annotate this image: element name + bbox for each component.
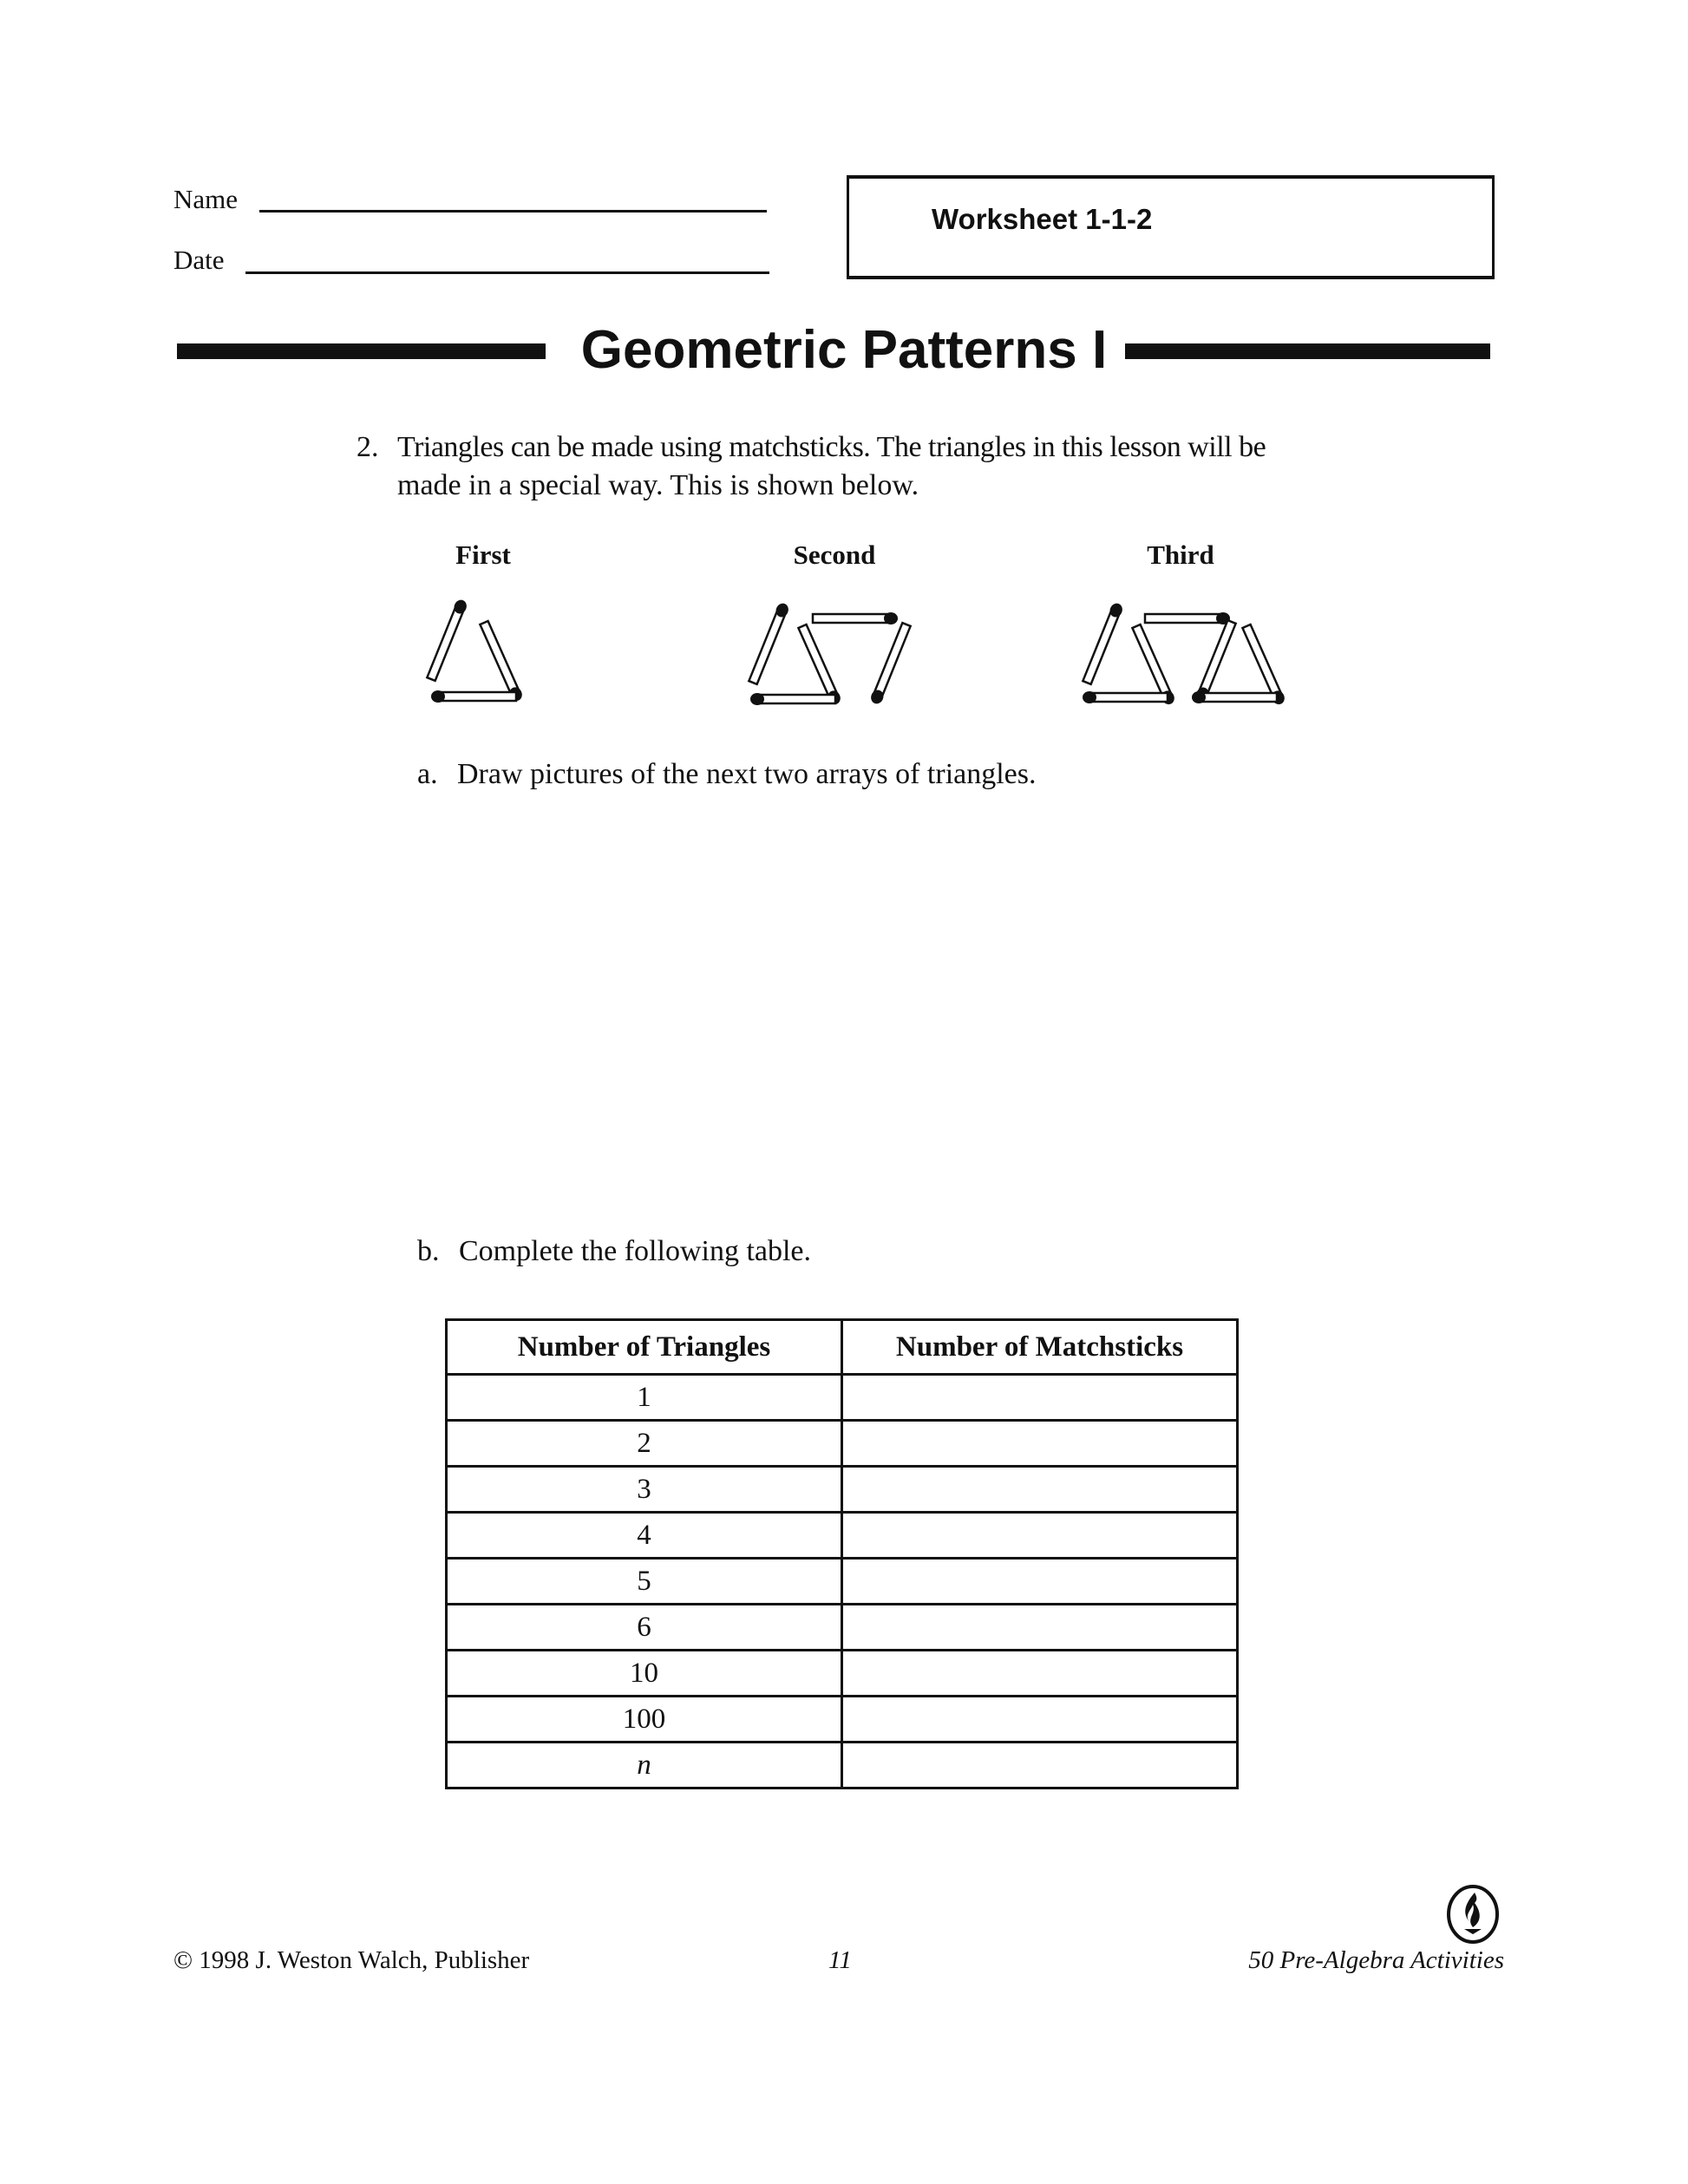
question-number: 2. bbox=[357, 431, 379, 463]
triangles-cell: 100 bbox=[447, 1697, 842, 1743]
matchstick bbox=[1145, 612, 1230, 624]
name-label: Name bbox=[173, 184, 239, 214]
matchstick bbox=[813, 612, 898, 624]
table-row bbox=[447, 1421, 1238, 1467]
matchstick bbox=[431, 690, 516, 703]
part-b-letter: b. bbox=[417, 1235, 440, 1267]
matchstick bbox=[1192, 691, 1277, 703]
matchstick bbox=[1194, 619, 1238, 703]
matchsticks-answer-cell[interactable] bbox=[842, 1421, 1238, 1467]
book-title: 50 Pre-Algebra Activities bbox=[1248, 1946, 1504, 1974]
triangles-cell: 2 bbox=[447, 1421, 842, 1467]
drawing-area[interactable] bbox=[417, 815, 1250, 1206]
matchsticks-answer-cell[interactable] bbox=[842, 1697, 1238, 1743]
figure-label-third: Third bbox=[1147, 539, 1214, 570]
matchsticks-answer-cell[interactable] bbox=[842, 1467, 1238, 1513]
question-text-line2: made in a special way. This is shown below. bbox=[397, 469, 919, 501]
matchsticks-answer-cell[interactable] bbox=[842, 1651, 1238, 1697]
matchstick bbox=[750, 693, 835, 705]
table-row bbox=[447, 1697, 1238, 1743]
table-row bbox=[447, 1743, 1238, 1788]
triangles-cell: 10 bbox=[447, 1651, 842, 1697]
figure-label-first: First bbox=[455, 539, 511, 570]
header-number-of-triangles: Number of Triangles bbox=[447, 1320, 842, 1375]
part-b-text: Complete the following table. bbox=[459, 1235, 812, 1267]
figure-label-second: Second bbox=[793, 539, 876, 570]
triangles-cell: 4 bbox=[447, 1513, 842, 1559]
matchsticks-answer-cell[interactable] bbox=[842, 1743, 1238, 1788]
matchsticks-answer-cell[interactable] bbox=[842, 1513, 1238, 1559]
figure-third bbox=[1082, 602, 1287, 707]
triangles-cell: 1 bbox=[447, 1375, 842, 1421]
table-header-row bbox=[447, 1320, 1238, 1375]
matchstick bbox=[1083, 691, 1168, 703]
page-title: Geometric Patterns I bbox=[580, 320, 1108, 380]
part-a-text: Draw pictures of the next two arrays of triangles. bbox=[457, 758, 1037, 790]
table-row bbox=[447, 1467, 1238, 1513]
matchstick bbox=[748, 602, 791, 685]
table-row bbox=[447, 1651, 1238, 1697]
matchstick bbox=[426, 598, 469, 682]
worksheet-id: Worksheet 1-1-2 bbox=[932, 203, 1153, 235]
header-number-of-matchsticks: Number of Matchsticks bbox=[842, 1320, 1238, 1375]
matchsticks-answer-cell[interactable] bbox=[842, 1605, 1238, 1651]
figure-first bbox=[426, 598, 525, 703]
page-number: 11 bbox=[828, 1946, 852, 1974]
question-text-line1: Triangles can be made using matchsticks. The triangles in this lesson will be bbox=[397, 431, 1266, 463]
copyright: © 1998 J. Weston Walch, Publisher bbox=[173, 1946, 530, 1974]
triangles-cell: 6 bbox=[447, 1605, 842, 1651]
date-label: Date bbox=[173, 245, 225, 275]
matchsticks-answer-cell[interactable] bbox=[842, 1375, 1238, 1421]
table-row bbox=[447, 1605, 1238, 1651]
table-row bbox=[447, 1513, 1238, 1559]
matchstick bbox=[1082, 602, 1125, 685]
flame-logo-icon bbox=[1445, 1884, 1501, 1945]
matchstick bbox=[479, 620, 525, 703]
table-row bbox=[447, 1559, 1238, 1605]
matchstick-table bbox=[445, 1318, 1239, 1789]
matchsticks-answer-cell[interactable] bbox=[842, 1559, 1238, 1605]
matchstick-figures bbox=[0, 0, 1688, 781]
triangles-cell: 3 bbox=[447, 1467, 842, 1513]
matchstick bbox=[869, 622, 913, 705]
triangles-cell: 5 bbox=[447, 1559, 842, 1605]
figure-second bbox=[748, 602, 913, 707]
table-row bbox=[447, 1375, 1238, 1421]
triangles-cell: n bbox=[447, 1743, 842, 1788]
part-a-letter: a. bbox=[417, 758, 438, 790]
